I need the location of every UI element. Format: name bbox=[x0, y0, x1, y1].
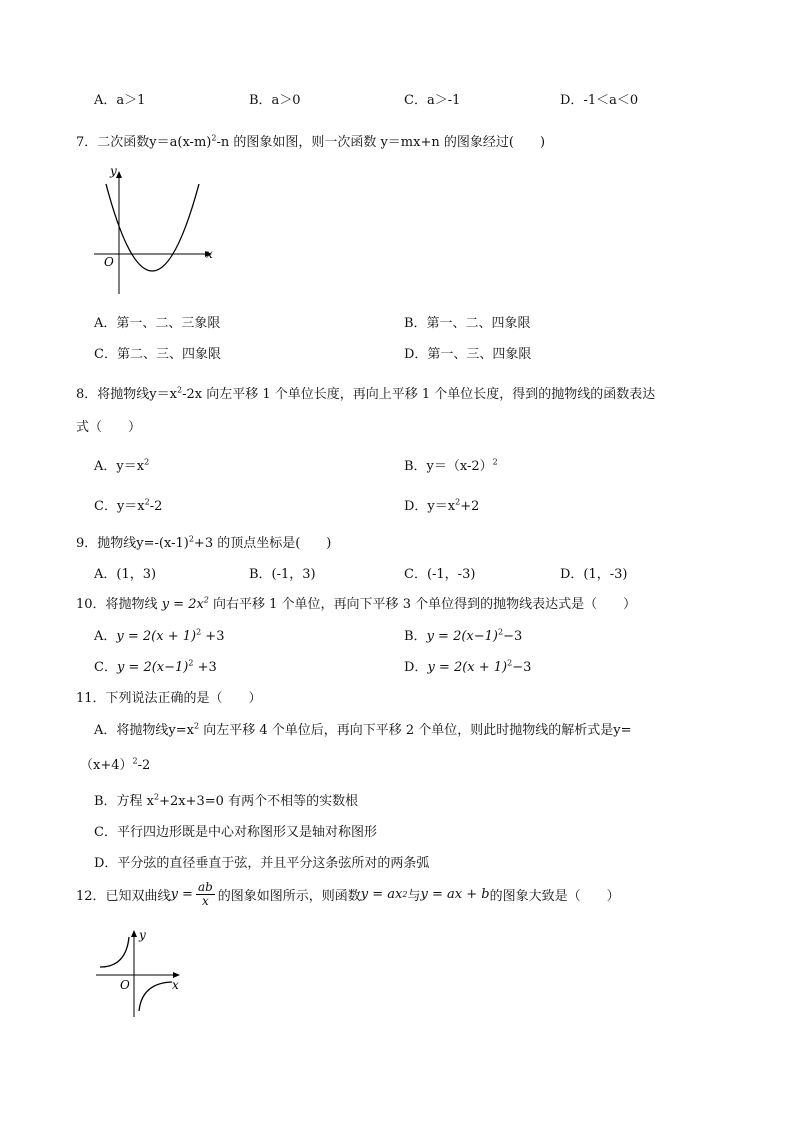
q6-option-c: C．a＞-1 bbox=[404, 93, 461, 108]
q12-y-arrow bbox=[131, 930, 137, 937]
q12-y-label: y bbox=[139, 928, 146, 942]
q11-stem: 11．下列说法正确的是（ ） bbox=[76, 691, 262, 706]
q9-number: 9． bbox=[76, 536, 98, 551]
q12-x-label: x bbox=[172, 978, 179, 992]
q10-number: 10． bbox=[76, 597, 106, 612]
q9-option-d: D．(1，-3) bbox=[560, 567, 628, 582]
q7-parabola-figure bbox=[88, 160, 218, 300]
q8-option-d: D．$y=x^2+2$ bbox=[404, 497, 480, 514]
q12-hyperbola-branch-right bbox=[139, 982, 172, 1011]
q8-option-a: A．$y=x^2$ bbox=[94, 457, 150, 474]
q12-number: 12． bbox=[76, 889, 106, 904]
q7-option-b: B．第一、二、四象限 bbox=[404, 316, 531, 331]
q10-option-a: A．$y = 2(x + 1)^2 +3$ bbox=[94, 627, 225, 644]
q6-option-a: A．a＞1 bbox=[94, 93, 146, 108]
q10-stem: 10．将抛物线 $y = 2x^2$ 向右平移 1 个单位，再向下平移 3 个单位得到的抛物线表达式是（ ） bbox=[76, 595, 637, 612]
q10-option-d: D．$y = 2(x + 1)^2-3$ bbox=[404, 658, 532, 675]
q8-stem: 8．将抛物线$y=x^2-2x$ 向左平移 1 个单位长度，再向上平移 1 个单位长度，得到的抛物线的函数表达 bbox=[76, 385, 656, 402]
q12-hyperbola-figure bbox=[92, 925, 192, 1020]
q11-option-c: C．平行四边形既是中心对称图形又是轴对称图形 bbox=[94, 825, 377, 840]
q8-number: 8． bbox=[76, 387, 98, 402]
q7-number: 7． bbox=[76, 135, 98, 150]
q9-option-b: B．(-1，3) bbox=[249, 567, 316, 582]
q9-stem: 9．抛物线$y=-(x-1)^2+3$ 的顶点坐标是( ) bbox=[76, 534, 332, 551]
q7-stem: 7．二次函数$y=a(x-m)^2-n$ 的图象如图，则一次函数 y＝mx+n 的图象经过( ) bbox=[76, 133, 546, 150]
q9-option-c: C．(-1，-3) bbox=[404, 567, 476, 582]
q7-y-label: y bbox=[110, 164, 117, 178]
q6-option-d: D．-1＜a＜0 bbox=[560, 93, 639, 108]
q11-option-a: A．将抛物线$y=x^2$ 向左平移 4 个单位后，再向下平移 2 个单位，则此时抛物线的解析式是y= bbox=[94, 721, 632, 738]
q6-option-b: B．a＞0 bbox=[249, 93, 301, 108]
q10-option-b: B．$y = 2(x-1)^2-3$ bbox=[404, 627, 523, 644]
q7-option-a: A．第一、二、三象限 bbox=[94, 316, 221, 331]
q7-option-c: C．第二、三、四象限 bbox=[94, 347, 221, 362]
q12-stem: 12． 已知双曲线 y = $\frac{ab}{x}$ 的图象如图所示，则函数 y = ax 2 与 y = ax + b 的图象大致是（ ） bbox=[76, 880, 620, 908]
q8-option-c: C．$y=x^2-2$ bbox=[94, 497, 163, 514]
q12-hyperbola-branch-left bbox=[100, 937, 129, 967]
q11-option-d: D．平分弦的直径垂直于弦，并且平分这条弦所对的两条弧 bbox=[94, 856, 430, 871]
q7-x-label: x bbox=[206, 247, 213, 261]
q8-option-b: B．$y=(x-2)^2$ bbox=[404, 457, 498, 474]
q11-number: 11． bbox=[76, 691, 106, 706]
q12-fraction: $\frac{ab}{x}$ bbox=[197, 880, 213, 908]
q11-option-b: B．方程 $x^2+2x+3=0$ 有两个不相等的实数根 bbox=[94, 792, 359, 809]
q7-origin-label: O bbox=[104, 255, 114, 269]
q12-origin-label: O bbox=[120, 978, 130, 992]
q11-option-a-line2: $(x+4)^2-2$ bbox=[80, 756, 151, 773]
q7-parabola-curve bbox=[106, 184, 199, 271]
q10-option-c: C．$y = 2(x-1)^2 +3$ bbox=[94, 658, 217, 675]
q7-option-d: D．第一、三、四象限 bbox=[404, 347, 532, 362]
q7-y-arrow bbox=[116, 171, 122, 178]
q9-option-a: A．(1，3) bbox=[94, 567, 157, 582]
q8-stem-line2: 式（ ） bbox=[76, 420, 142, 435]
